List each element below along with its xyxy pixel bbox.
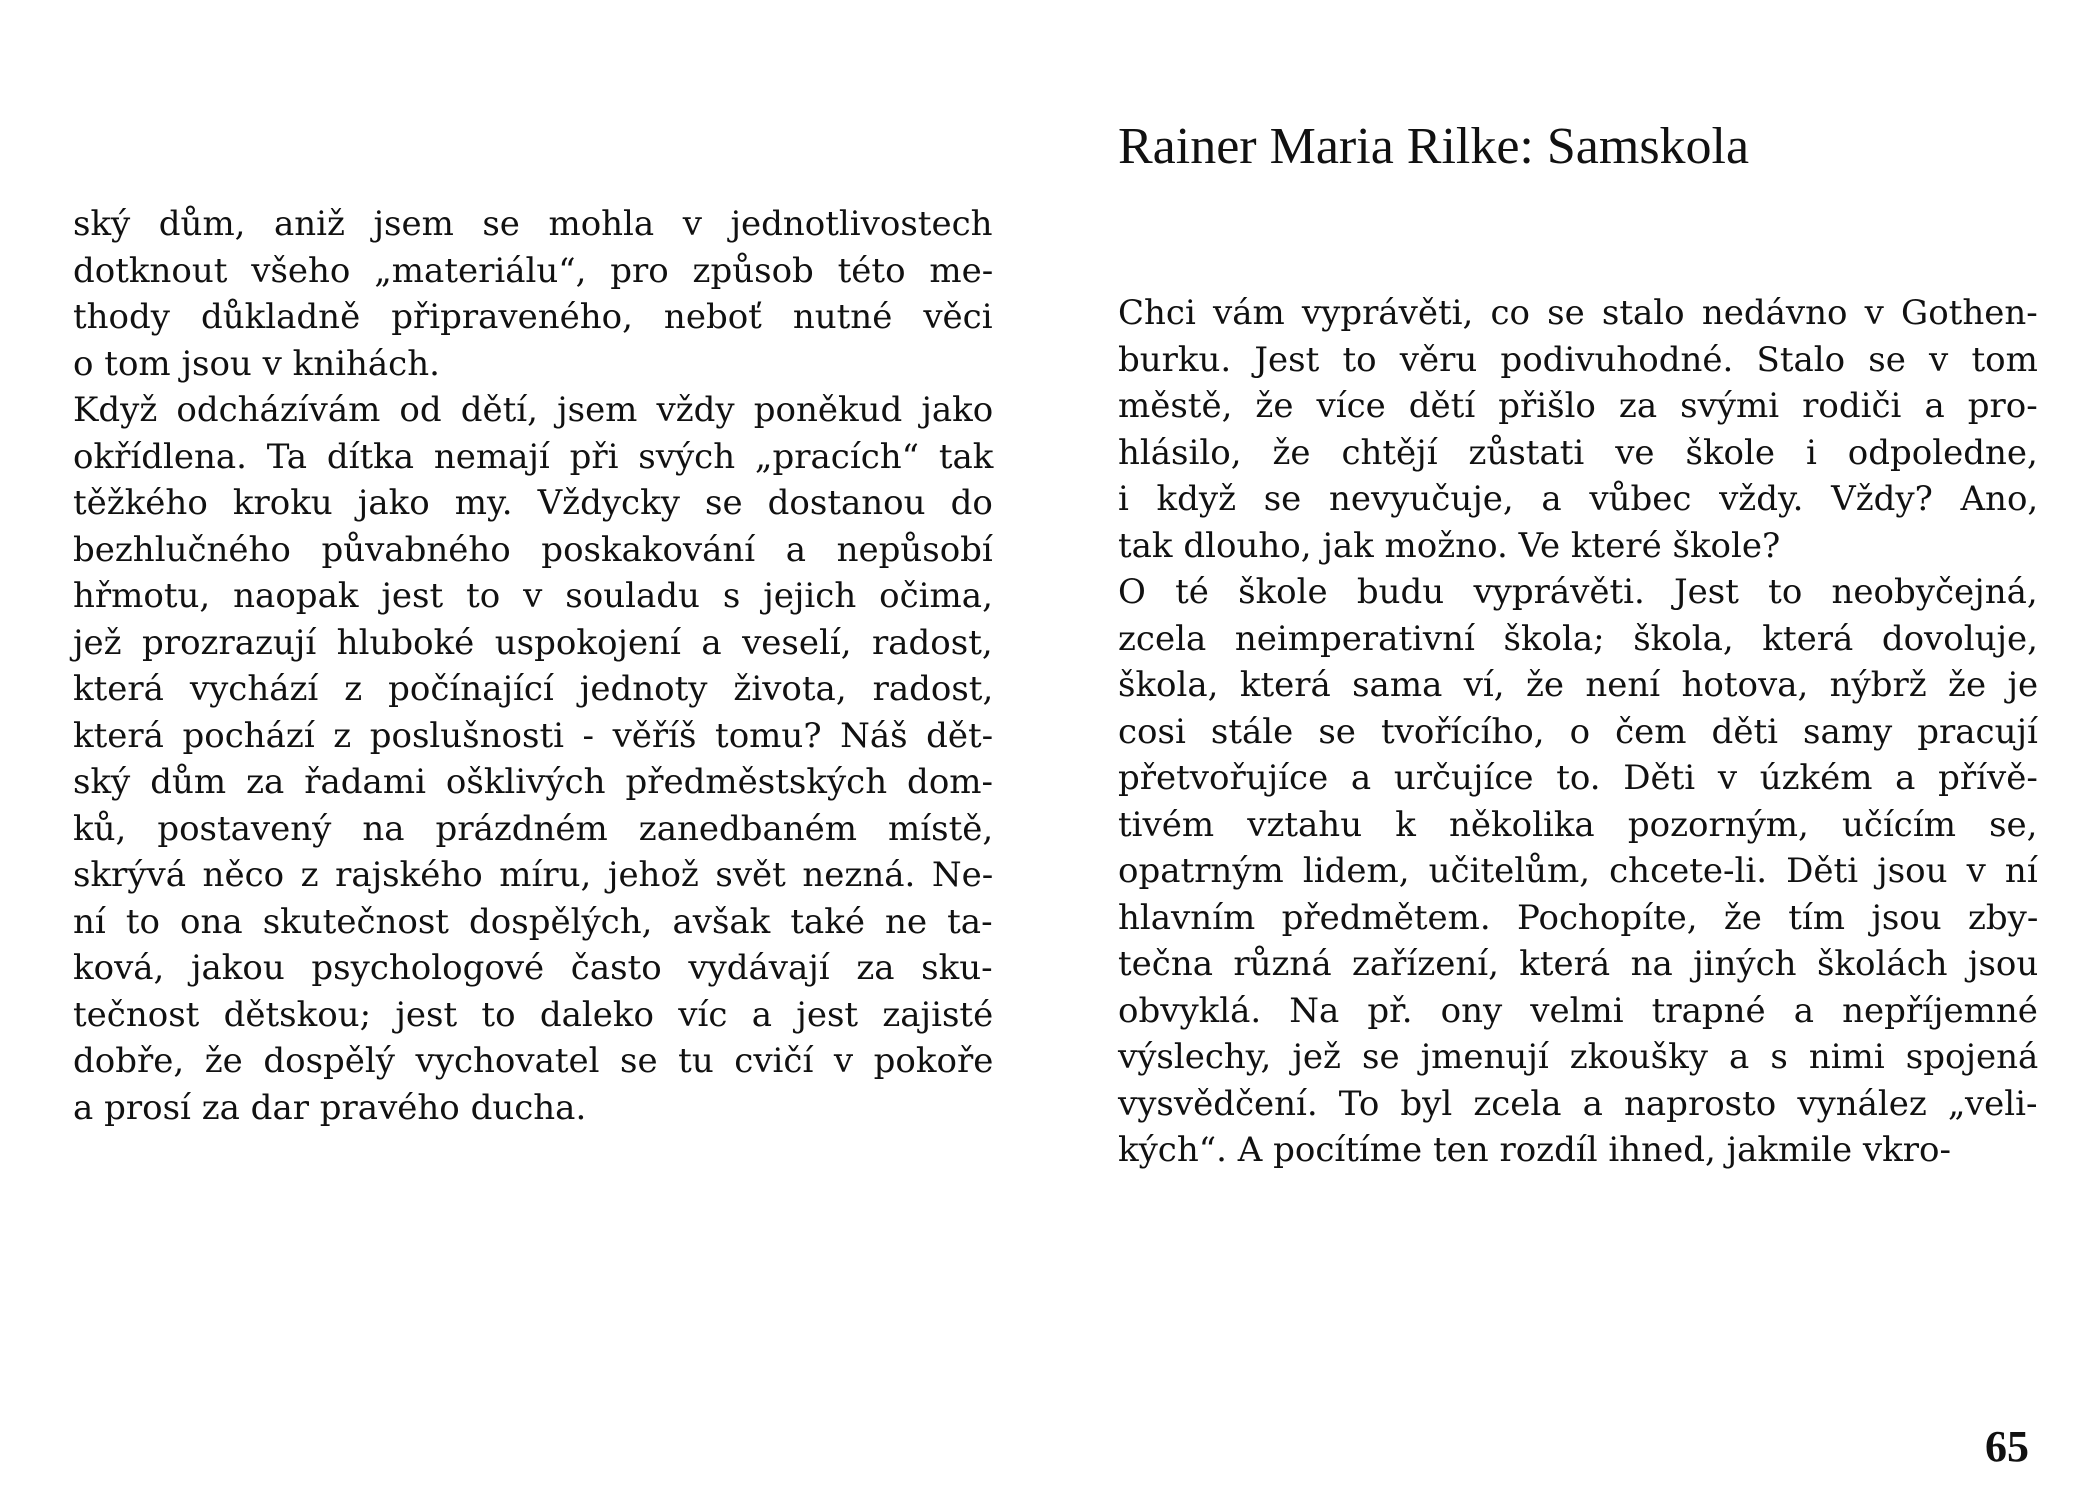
text-line: okřídlena. Ta dítka nemají při svých „pracích“ tak xyxy=(73,436,994,477)
text-line: jež prozrazují hluboké uspokojení a veselí, radost, xyxy=(73,622,993,663)
text-line: těžkého kroku jako my. Vždycky se dostanou do xyxy=(73,483,993,523)
text-line: hlásilo, že chtějí zůstati ve škole i odpoledne, xyxy=(1118,432,2038,473)
text-line: Když odcházívám od dětí, jsem vždy poněkud jako xyxy=(73,390,994,430)
text-line: škola, která sama ví, že není hotova, nýbrž že je xyxy=(1118,665,2039,705)
right-text-column xyxy=(1118,290,2038,1174)
text-line: výslechy, jež se jmenují zkoušky a s nimi spojená xyxy=(1118,1037,2039,1077)
text-line: hlavním předmětem. Pochopíte, že tím jsou zby- xyxy=(1118,897,2039,938)
chapter-title: Rainer Maria Rilke: Samskola xyxy=(1118,118,1750,175)
text-line: kých“. A pocítíme ten rozdíl ihned, jakmile vkro- xyxy=(1118,1130,1951,1170)
text-line: obvyklá. Na př. ony velmi trapné a nepříjemné xyxy=(1118,990,2038,1031)
text-line: O té škole budu vyprávěti. Jest to neobyčejná, xyxy=(1118,572,2038,612)
text-line: skrývá něco z rajského míru, jehož svět nezná. Ne- xyxy=(73,855,994,895)
text-line: opatrným lidem, učitelům, chcete-li. Děti jsou v ní xyxy=(1118,851,2038,891)
text-line: dotknout všeho „materiálu“, pro způsob této me- xyxy=(73,250,994,291)
text-line: ský dům za řadami ošklivých předměstských dom- xyxy=(73,762,994,802)
text-line: hřmotu, naopak jest to v souladu s jejich očima, xyxy=(73,576,993,616)
text-line: která pochází z poslušnosti - věříš tomu? Náš dět- xyxy=(73,715,994,756)
text-line: i když se nevyučuje, a vůbec vždy. Vždy? Ano, xyxy=(1118,479,2039,519)
text-line: zcela neimperativní škola; škola, která dovoluje, xyxy=(1118,618,2038,659)
text-line: vysvědčení. To byl zcela a naprosto vynález „veli- xyxy=(1118,1083,2038,1124)
text-line: thody důkladně připraveného, neboť nutné věci xyxy=(73,297,993,337)
text-line: ků, postavený na prázdném zanedbaném místě, xyxy=(73,808,994,849)
text-line: která vychází z počínající jednoty života, radost, xyxy=(73,669,994,709)
text-line: Chci vám vyprávěti, co se stalo nedávno v Gothen- xyxy=(1118,293,2038,333)
text-line: tivém vztahu k několika pozorným, učícím se, xyxy=(1118,804,2038,845)
text-line: o tom jsou v knihách. xyxy=(73,343,440,384)
left-text-column xyxy=(73,201,993,1131)
page-number: 65 xyxy=(1985,1422,2029,1471)
text-line: ní to ona skutečnost dospělých, avšak také ne ta- xyxy=(73,901,993,942)
text-line: tak dlouho, jak možno. Ve které škole? xyxy=(1118,525,1781,566)
text-line: a prosí za dar pravého ducha. xyxy=(73,1087,587,1128)
text-line: městě, že více dětí přišlo za svými rodiči a pro- xyxy=(1118,386,2038,426)
text-line: cosi stále se tvořícího, o čem děti samy pracují xyxy=(1118,711,2038,752)
text-line: bezhlučného půvabného poskakování a nepůsobí xyxy=(73,529,993,570)
text-line: burku. Jest to věru podivuhodné. Stalo se v tom xyxy=(1118,339,2038,380)
text-line: přetvořujíce a určujíce to. Děti v úzkém a přívě- xyxy=(1118,758,2038,798)
text-line: ková, jakou psychologové často vydávají za sku- xyxy=(73,948,993,988)
text-line: tečnost dětskou; jest to daleko víc a jest zajisté xyxy=(73,994,994,1035)
text-line: tečna různá zařízení, která na jiných školách jsou xyxy=(1118,944,2039,984)
right-page xyxy=(1047,0,2094,1500)
text-line: ský dům, aniž jsem se mohla v jednotlivostech xyxy=(73,204,993,244)
text-line: dobře, že dospělý vychovatel se tu cvičí v pokoře xyxy=(73,1041,994,1081)
